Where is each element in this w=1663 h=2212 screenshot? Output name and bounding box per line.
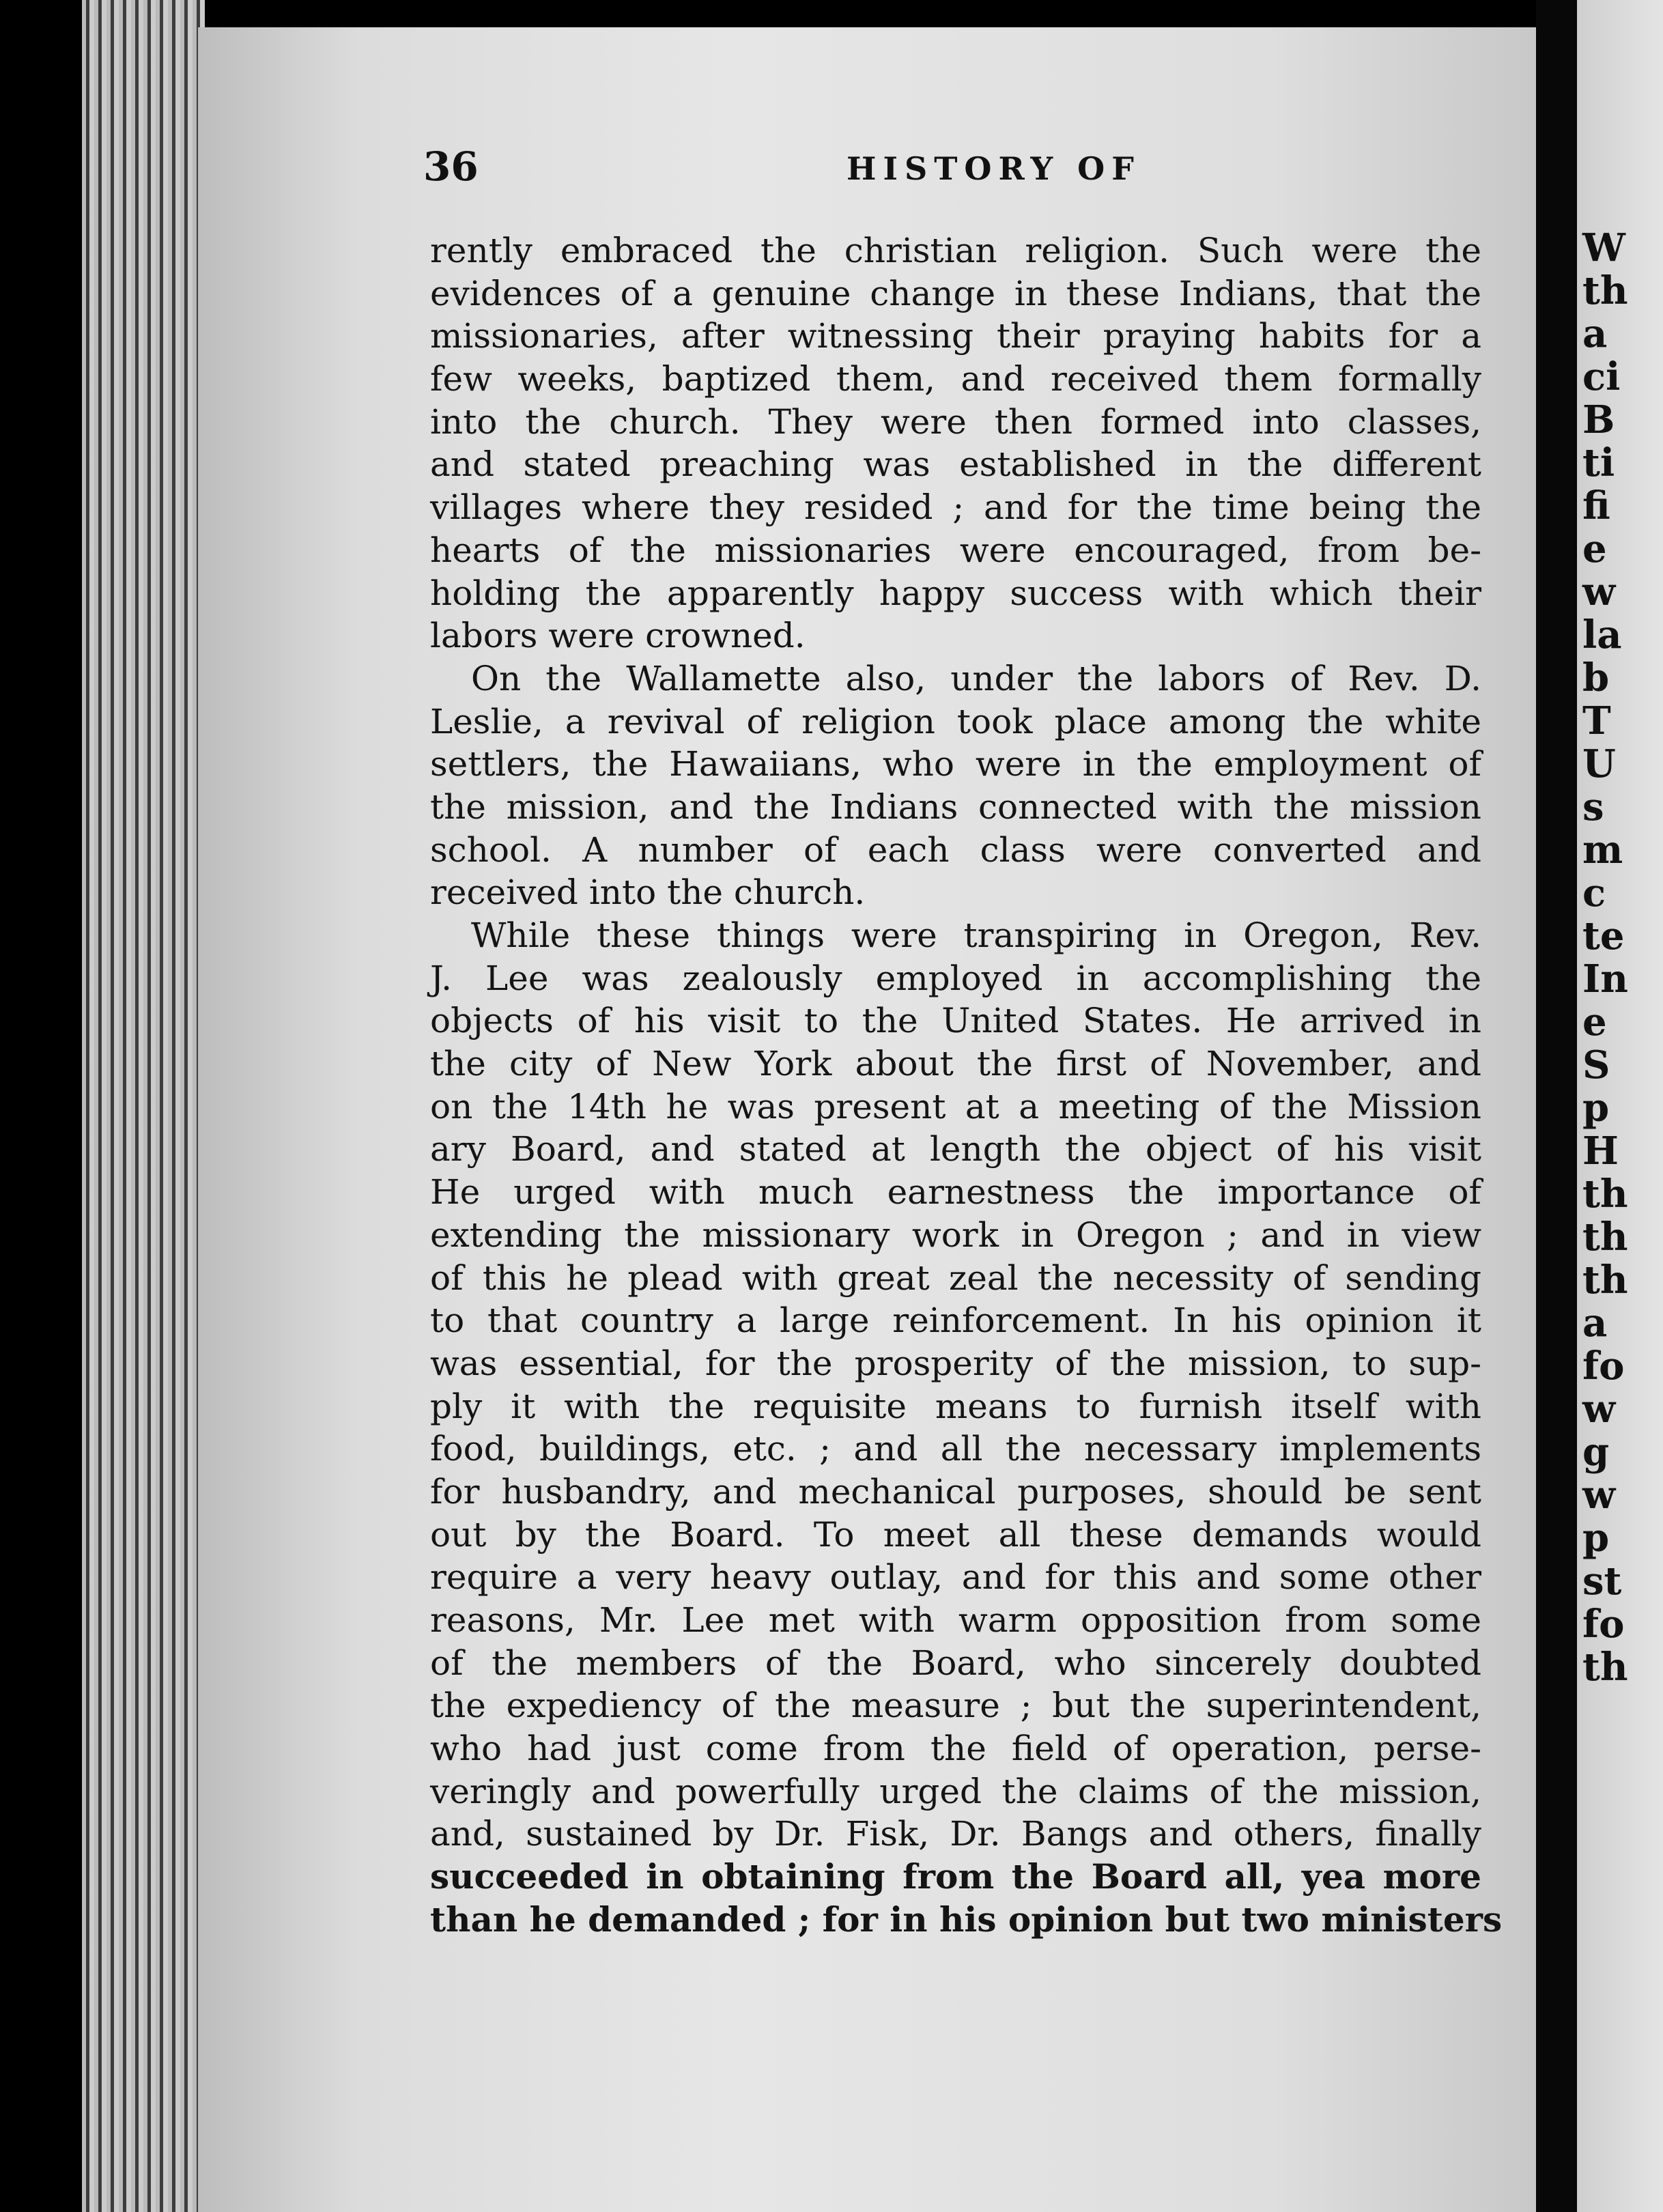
facing-page-fragment: s: [1582, 784, 1604, 830]
running-head: [423, 143, 1488, 205]
facing-page-strip: [1577, 0, 1663, 2212]
text-line: succeeded in obtaining from the Board all, yea more: [430, 1856, 1481, 1897]
facing-page-fragment: st: [1582, 1559, 1622, 1604]
facing-page-fragment: w: [1582, 1473, 1616, 1518]
facing-page-fragment: W: [1582, 225, 1625, 270]
book-gutter: [1536, 0, 1577, 2212]
facing-page-fragment: w: [1582, 1387, 1616, 1432]
facing-page-fragment: ti: [1582, 440, 1615, 485]
facing-page-fragment: fo: [1582, 1344, 1625, 1389]
facing-page-fragment: g: [1582, 1430, 1610, 1475]
text-line: the city of New York about the first of November, and: [430, 1044, 1481, 1084]
book-page-edges: [82, 0, 205, 2212]
text-line: food, buildings, etc. ; and all the necessary implements: [430, 1429, 1481, 1469]
text-line: to that country a large reinforcement. In his opinion it: [430, 1301, 1481, 1341]
text-line: objects of his visit to the United States. He arrived in: [430, 1001, 1481, 1041]
text-line: into the church. They were then formed into classes,: [430, 401, 1481, 442]
text-line: for husbandry, and mechanical purposes, should be sent: [430, 1471, 1481, 1512]
facing-page-fragment: te: [1582, 913, 1625, 959]
text-line: on the 14th he was present at a meeting of the Mission: [430, 1086, 1481, 1126]
facing-page-fragment: ci: [1582, 354, 1621, 399]
paragraph: [430, 914, 1503, 1942]
text-line: of the members of the Board, who sincerely doubted: [430, 1643, 1481, 1683]
text-line: was essential, for the prosperity of the mission, to sup-: [430, 1343, 1481, 1383]
text-line: and stated preaching was established in the different: [430, 444, 1481, 485]
facing-page-fragment: p: [1582, 1086, 1610, 1131]
facing-page-fragment: p: [1582, 1516, 1610, 1561]
text-line: holding the apparently happy success with which their: [430, 573, 1481, 613]
text-line: the expediency of the measure ; but the superintendent,: [430, 1686, 1481, 1726]
text-line: reasons, Mr. Lee met with warm opposition from some: [430, 1600, 1481, 1640]
paragraph: [430, 657, 1481, 914]
facing-page-fragment: e: [1582, 999, 1607, 1045]
paragraph: [430, 229, 1481, 657]
facing-page-fragment: a: [1582, 311, 1608, 356]
facing-page-fragment: fi: [1582, 483, 1610, 528]
facing-page-fragment: U: [1582, 741, 1616, 786]
facing-page-fragment: T: [1582, 698, 1611, 743]
facing-page-fragment: b: [1582, 655, 1610, 700]
text-line: of this he plead with great zeal the necessity of sending: [430, 1258, 1481, 1298]
facing-page-fragment: th: [1582, 1258, 1628, 1303]
text-line: extending the missionary work in Oregon ; and in view: [430, 1215, 1481, 1255]
text-line: few weeks, baptized them, and received them formally: [430, 359, 1481, 399]
text-line: who had just come from the field of operation, perse-: [430, 1729, 1481, 1769]
text-line: J. Lee was zealously employed in accomplishing the: [430, 958, 1481, 998]
text-line: school. A number of each class were converted and: [430, 830, 1481, 870]
text-line: rently embraced the christian religion. Such were the: [430, 231, 1481, 270]
text-line: out by the Board. To meet all these demands would: [430, 1514, 1481, 1555]
text-line: require a very heavy outlay, and for this and some other: [430, 1557, 1481, 1598]
text-line: the mission, and the Indians connected with the mission: [430, 786, 1481, 827]
text-line: than he demanded ; for in his opinion but two ministers: [430, 1899, 1503, 1940]
text-line: ary Board, and stated at length the object of his visit: [430, 1129, 1481, 1169]
facing-page-fragment: w: [1582, 569, 1616, 614]
facing-page-fragment: e: [1582, 526, 1607, 571]
facing-page-fragment: la: [1582, 612, 1622, 657]
facing-page-fragment: c: [1582, 870, 1606, 916]
text-line: villages where they resided ; and for the time being the: [430, 487, 1481, 528]
text-line: evidences of a genuine change in these Indians, that the: [430, 273, 1481, 313]
text-line: veringly and powerfully urged the claims of the mission,: [430, 1771, 1481, 1811]
facing-page-fragment: B: [1582, 397, 1615, 442]
page-number: 36: [423, 143, 479, 190]
text-line: hearts of the missionaries were encouraged, from be-: [430, 530, 1481, 570]
running-title: HISTORY OF: [847, 150, 1141, 187]
text-line: He urged with much earnestness the importance of: [430, 1172, 1481, 1213]
text-line: settlers, the Hawaiians, who were in the employment of: [430, 744, 1481, 784]
facing-page-fragment: th: [1582, 1172, 1628, 1217]
text-line: Leslie, a revival of religion took place among the white: [430, 701, 1481, 741]
text-line: ply it with the requisite means to furnish itself with: [430, 1386, 1481, 1426]
text-line: While these things were transpiring in Oregon, Rev.: [471, 916, 1481, 955]
facing-page-fragment: H: [1582, 1129, 1619, 1174]
facing-page-fragment: th: [1582, 268, 1628, 313]
facing-page-fragment: fo: [1582, 1602, 1625, 1647]
body-text: [430, 229, 1503, 1942]
text-line: and, sustained by Dr. Fisk, Dr. Bangs and others, finally: [430, 1814, 1481, 1854]
text-line: missionaries, after witnessing their praying habits for a: [430, 316, 1481, 356]
text-line: labors were crowned.: [430, 616, 806, 656]
facing-page-fragment: In: [1582, 956, 1628, 1002]
facing-page-fragment: m: [1582, 827, 1623, 873]
text-line: On the Wallamette also, under the labors of Rev. D.: [471, 658, 1481, 698]
facing-page-fragment: a: [1582, 1301, 1608, 1346]
facing-page-fragment: th: [1582, 1645, 1628, 1690]
text-line: received into the church.: [430, 873, 866, 913]
facing-page-fragment: S: [1582, 1043, 1610, 1088]
facing-page-fragment: th: [1582, 1215, 1628, 1260]
